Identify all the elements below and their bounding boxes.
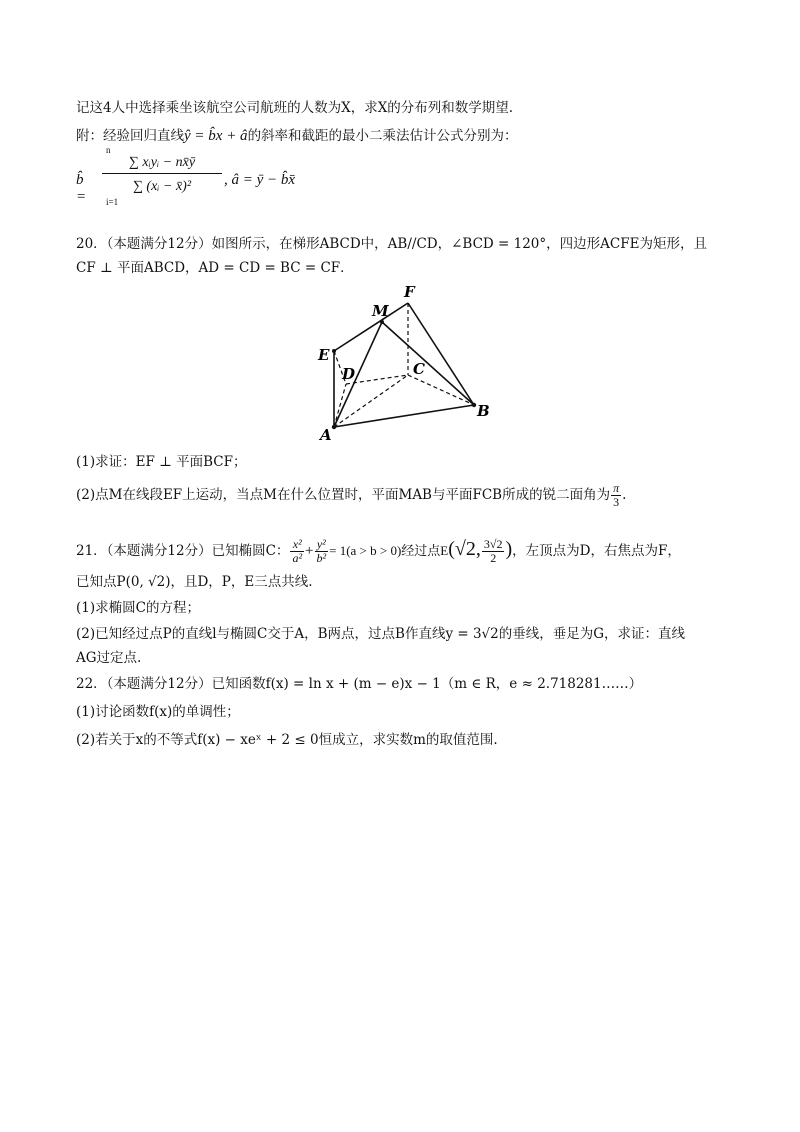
point-E — [332, 349, 336, 353]
q19-line2-prefix: 附：经验回归直线 — [76, 128, 184, 144]
q22-part1: (1)讨论函数f(x)的单调性； — [76, 704, 240, 720]
q20-part2-prefix: (2)点M在线段EF上运动，当点M在什么位置时，平面MAB与平面FCB所成的锐二面角为 — [76, 487, 611, 503]
numerator-sum-upper: n — [106, 145, 111, 155]
ellipse-y-fraction — [315, 538, 329, 565]
point-E-y-fraction — [482, 538, 505, 565]
q21-part2-line1: (2)已知经过点P的直线l与椭圆C交于A，B两点，过点B作直线y = 3√2的垂线，垂足为G，求证：直线 — [76, 626, 686, 642]
b-squared: b² — [316, 551, 327, 565]
geometry-figure — [300, 280, 500, 446]
y-squared: y² — [315, 538, 329, 552]
q19-line2-suffix: 的斜率和截距的最小二乘法估计公式分别为： — [247, 128, 518, 144]
q19-text-line1: 记这4人中选择乘坐该航空公司航班的人数为X，求X的分布列和数学期望. — [76, 100, 514, 116]
label-D: D — [342, 365, 356, 383]
a-hat-formula: , â = ȳ − b̂x̄ — [224, 172, 296, 188]
two: 2 — [490, 551, 497, 565]
label-B: B — [477, 402, 490, 420]
q20-part2-suffix: . — [622, 487, 627, 503]
three-root-two: 3√2 — [483, 537, 503, 551]
q21-part2-line2: AG过定点. — [76, 650, 142, 666]
a-squared: a² — [292, 551, 303, 565]
plus-sign: + — [305, 543, 314, 559]
denominator-sum-lower: i=1 — [106, 197, 119, 207]
point-B — [472, 403, 476, 407]
q20-stem-line1: 20．（本题满分12分）如图所示，在梯形ABCD中，AB//CD，∠BCD = 120°，四边形ACFE为矩形，且 — [76, 236, 707, 252]
frac-denominator: 3 — [613, 495, 620, 509]
q20-part1: (1)求证：EF ⊥ 平面BCF； — [76, 454, 247, 470]
b-hat-label: b̂ = — [76, 172, 87, 205]
edge-EF — [334, 303, 408, 351]
x-squared: x² — [290, 538, 304, 552]
q21-stem-line1 — [76, 534, 681, 566]
q21-line1-prefix: 21．（本题满分12分）已知椭圆C： — [76, 543, 290, 559]
ellipse-x-fraction — [290, 538, 304, 565]
q20-stem-line2: CF ⊥ 平面ABCD，AD = CD = BC = CF． — [76, 260, 354, 276]
point-M — [380, 320, 384, 324]
edge-AB — [334, 405, 474, 427]
point-E-close: ) — [505, 538, 513, 560]
q22-stem: 22．（本题满分12分）已知函数f(x) = ln x + (m − e)x − 1（m ∈ R，e ≈ 2.718281……） — [76, 676, 643, 692]
label-C: C — [413, 360, 425, 378]
point-E-open: (√2, — [448, 538, 481, 560]
pi-over-3-fraction — [611, 482, 621, 509]
label-F: F — [404, 283, 415, 301]
point-A — [332, 425, 336, 429]
b-hat-numerator: ∑ xᵢyᵢ − nx̄ȳ — [102, 155, 222, 174]
frac-numerator: π — [613, 481, 620, 495]
label-E: E — [318, 346, 330, 364]
ellipse-condition: = 1(a > b > 0)经过点E — [329, 543, 449, 558]
b-hat-denominator: ∑ (xᵢ − x̄)² — [132, 179, 192, 194]
b-hat-fraction — [102, 146, 222, 207]
q22-part2: (2)若关于x的不等式f(x) − xeˣ + 2 ≤ 0恒成立，求实数m的取值范围. — [76, 732, 498, 748]
q21-part1: (1)求椭圆C的方程； — [76, 600, 200, 616]
q21-stem-line2: 已知点P(0, √2)，且D，P，E三点共线. — [76, 574, 313, 590]
label-A: A — [320, 426, 332, 444]
q20-part2 — [76, 482, 626, 509]
label-M: M — [372, 302, 389, 320]
q21-line1-suffix: ，左顶点为D，右焦点为F， — [512, 543, 681, 559]
regression-line-formula: ŷ = b̂x + â — [184, 128, 248, 144]
q19-text-line2 — [76, 126, 518, 146]
